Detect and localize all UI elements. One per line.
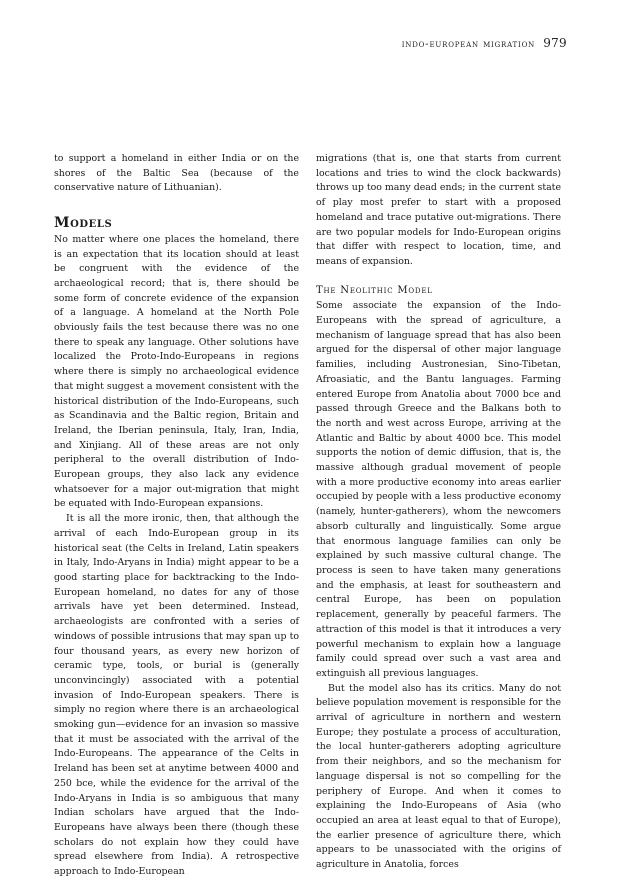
running-head	[402, 36, 567, 50]
paragraph: But the model also has its critics. Many do not believe population movement is responsible for the arrival of agriculture in northern and western Europe; they postulate a process of acculturation, the local hunter-gatherers adopting agriculture from their neighbors, and so the mechanism for language dispersal is not so compelling for the periphery of Europe. And when it comes to explaining the Indo-Europeans of Asia (who occupied an area at least equal to that of Europe), the earlier presence of agriculture there, which appears to be unassociated with the origins of agriculture in Anatolia, forces	[316, 682, 561, 871]
section-heading-models: Models	[54, 215, 113, 232]
page-number: 979	[543, 36, 567, 50]
paragraph: migrations (that is, one that starts from current locations and tries to wind the clock backwards) throws up too many dead ends; in the current state of play most prefer to start with a proposed homeland and trace putative out-migrations. There are two popular models for Indo-European origins that differ with respect to location, time, and means of expansion.	[316, 153, 561, 267]
running-title: indo-european migration	[401, 38, 536, 50]
paragraph: to support a homeland in either India or on the shores of the Baltic Sea (because of the conservative nature of Lithuanian).	[54, 153, 299, 194]
left-column	[54, 152, 299, 880]
subsection-heading-neolithic-model: The Neolithic Model	[316, 284, 433, 296]
paragraph: It is all the more ironic, then, that although the arrival of each Indo-European group in its historical seat (the Celts in Ireland, Latin speakers in Italy, Indo-Aryans in India) might appear to be a good starting place for backtracking to the Indo-European homeland, no dates for any of those arrivals have yet been determined. Instead, archaeologists are confronted with a series of windows of possible intrusions that may span up to four thousand years, as every new horizon of ceramic type, tools, or burial is (generally unconvincingly) associated with a potential invasion of Indo-European speakers. There is simply no region where there is an archaeological smoking gun—evidence for an invasion so massive that it must be associated with the arrival of the Indo-Europeans. The appearance of the Celts in Ireland has been set at anytime between 4000 and 250 bce, while the evidence for the arrival of the Indo-Aryans in India is so ambiguous that many Indian scholars have argued that the Indo-Europeans have always been there (though these scholars do not explain how they could have spread elsewhere from India). A retrospective approach to Indo-European	[54, 513, 299, 878]
paragraph: No matter where one places the homeland, there is an expectation that its location should at least be congruent with the evidence of the archaeological record; that is, there should be some form of concrete evidence of the expansion of a language. A homeland at the North Pole obviously fails the test because there was no one there to speak any language. Other solutions have localized the Proto-Indo-Europeans in regions where there is simply no archaeological evidence that might suggest a movement consistent with the historical distribution of the Indo-Europeans, such as Scandinavia and the Baltic region, Britain and Ireland, the Iberian peninsula, Italy, Iran, India, and Xinjiang. All of these areas are not only peripheral to the overall distribution of Indo-European groups, they also lack any evidence whatsoever for a major out-migration that might be equated with Indo-European expansions.	[54, 233, 299, 510]
paragraph: Some associate the expansion of the Indo-Europeans with the spread of agriculture, a mechanism of language spread that has also been argued for the dispersal of other major language families, including Austronesian, Sino-Tibetan, Afroasiatic, and the Bantu languages. Farming entered Europe from Anatolia about 7000 bce and passed through Greece and the Balkans both to the north and west across Europe, arriving at the Atlantic and Baltic by about 4000 bce. This model supports the notion of demic diffusion, that is, the massive although gradual movement of people with a more productive economy into areas earlier occupied by people with a less productive economy (namely, hunter-gatherers), whom the newcomers absorb culturally and linguistically. Some argue that enormous language families can only be explained by such massive cultural change. The process is seen to have taken many generations and the emphasis, at least for southeastern and central Europe, has been on population replacement, generally by peaceful farmers. The attraction of this model is that it introduces a very powerful mechanism to explain how a language family could spread over such a vast area and extinguish all previous languages.	[316, 300, 561, 679]
right-column	[316, 152, 561, 873]
